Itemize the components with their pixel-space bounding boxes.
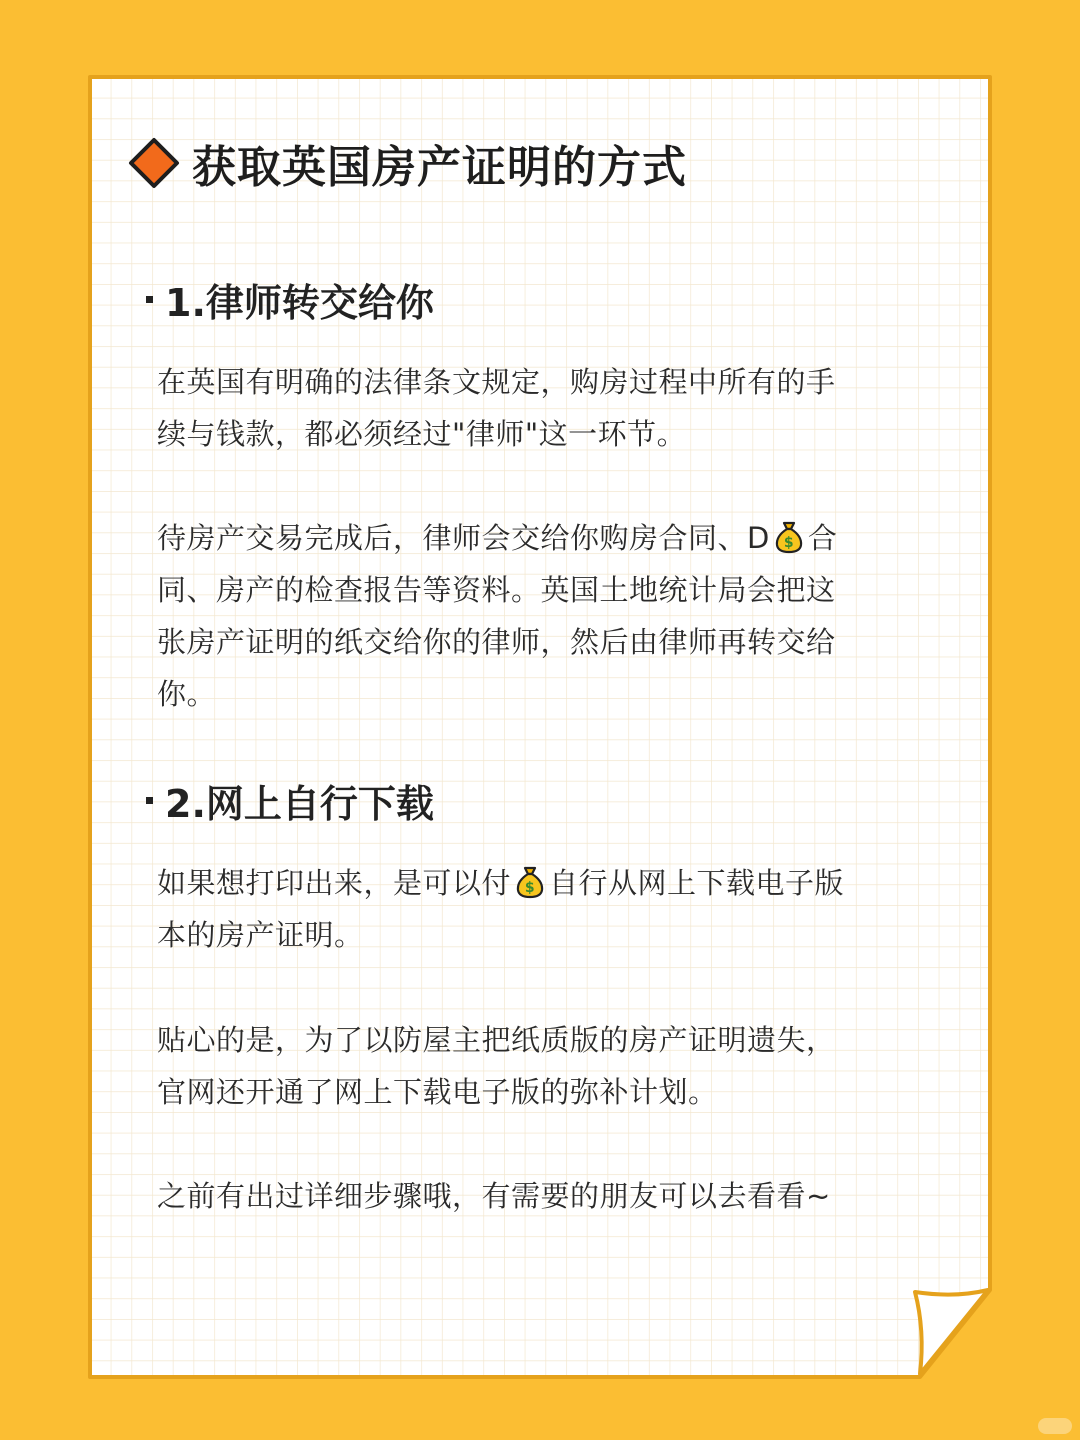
section2-paragraph-2 — [157, 1014, 957, 1118]
bullet-dot — [146, 296, 153, 303]
section1-paragraph-2 — [157, 512, 957, 720]
text-line — [157, 512, 957, 564]
text-line: 同、房产的检查报告等资料。英国土地统计局会把这 — [157, 573, 836, 607]
section-heading-1 — [146, 272, 434, 327]
text-segment: 如果想打印出来，是可以付 — [157, 866, 512, 900]
section-heading-2-text: 2.网上自行下载 — [165, 782, 434, 826]
section2-paragraph-3 — [157, 1170, 957, 1222]
text-line: 之前有出过详细步骤哦，有需要的朋友可以去看看~ — [157, 1179, 831, 1213]
svg-text:$: $ — [524, 880, 536, 896]
page-title: 获取英国房产证明的方式 — [192, 142, 687, 193]
text-line: 官网还开通了网上下载电子版的弥补计划。 — [157, 1075, 718, 1109]
money-bag-icon — [515, 865, 545, 899]
section-heading-2 — [146, 773, 434, 828]
text-line: 续与钱款，都必须经过"律师"这一环节。 — [157, 417, 687, 451]
money-bag-icon — [774, 520, 804, 554]
text-line: 贴心的是，为了以防屋主把纸质版的房产证明遗失， — [157, 1023, 836, 1057]
text-segment: 合 — [807, 521, 838, 555]
text-segment: 待房产交易完成后，律师会交给你购房合同、D — [157, 521, 770, 555]
text-line — [157, 857, 957, 909]
text-line: 在英国有明确的法律条文规定，购房过程中所有的手 — [157, 365, 836, 399]
text-line: 你。 — [157, 677, 217, 711]
orange-diamond-icon — [128, 137, 180, 189]
text-segment: 自行从网上下载电子版 — [549, 866, 845, 900]
bullet-dot — [146, 797, 153, 804]
section-heading-1-text: 1.律师转交给你 — [165, 281, 434, 325]
title-row — [128, 128, 687, 198]
section1-paragraph-1 — [157, 356, 957, 460]
text-line: 张房产证明的纸交给你的律师，然后由律师再转交给 — [157, 625, 836, 659]
section2-paragraph-1 — [157, 857, 957, 961]
corner-badge — [1038, 1418, 1072, 1434]
svg-text:$: $ — [783, 535, 794, 551]
text-line: 本的房产证明。 — [157, 918, 364, 952]
